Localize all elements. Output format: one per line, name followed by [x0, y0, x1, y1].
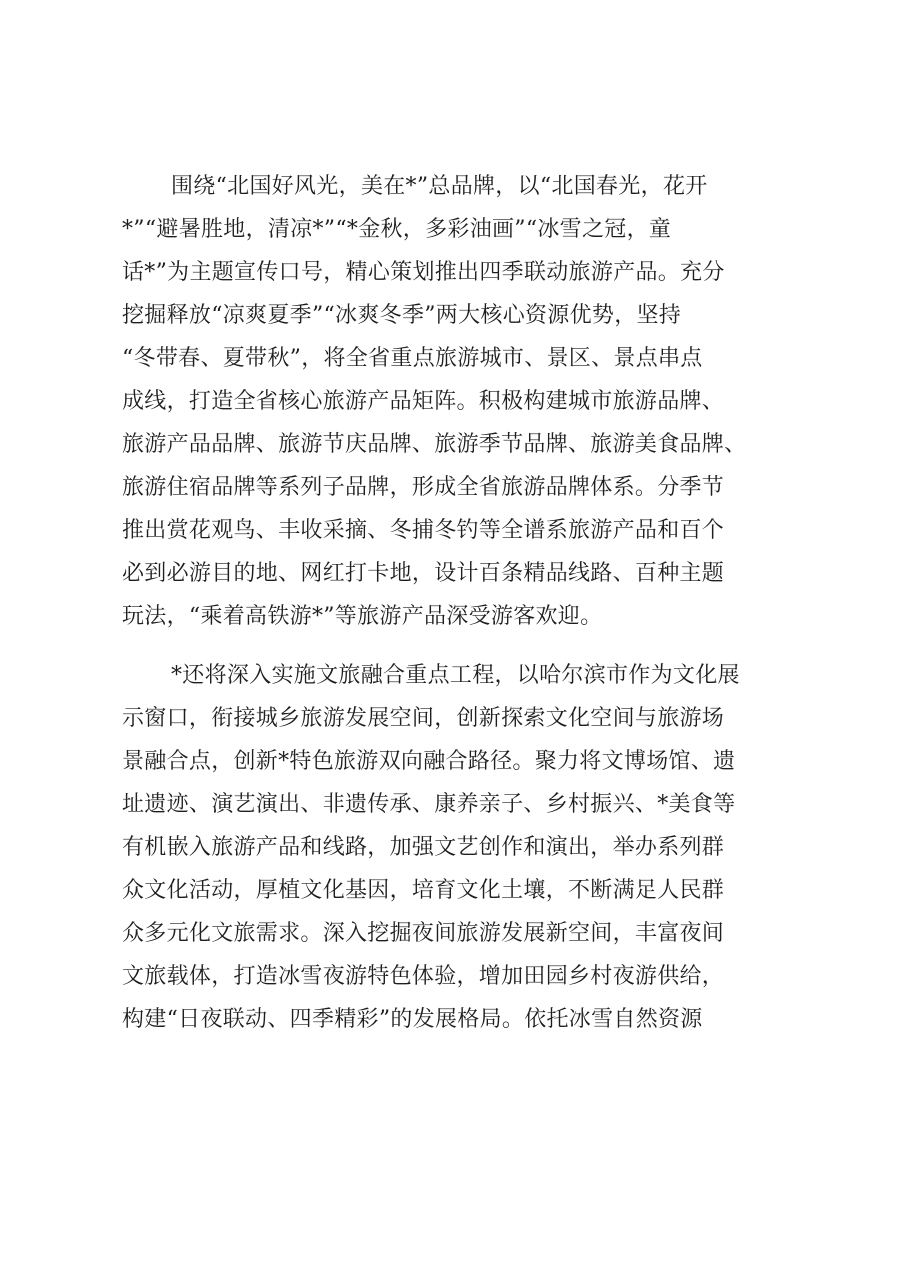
paragraph-line: 话*”为主题宣传口号，精心策划推出四季联动旅游产品。充分	[122, 260, 725, 285]
paragraph-line: 构建“日夜联动、四季精彩”的发展格局。依托冰雪自然资源	[122, 1007, 703, 1032]
paragraph-line: 示窗口，衔接城乡旅游发展空间，创新探索文化空间与旅游场	[122, 706, 725, 731]
paragraph-line: 众文化活动，厚植文化基因，培育文化土壤，不断满足人民群	[122, 878, 725, 903]
paragraph-line: 址遗迹、演艺演出、非遗传承、康养亲子、乡村振兴、*美食等	[122, 792, 736, 817]
paragraph-line: 必到必游目的地、网红打卡地，设计百条精品线路、百种主题	[122, 561, 725, 586]
paragraph-line: *还将深入实施文旅融合重点工程，以哈尔滨市作为文化展	[171, 663, 740, 688]
paragraph-line: 有机嵌入旅游产品和线路，加强文艺创作和演出，举办系列群	[122, 835, 725, 860]
paragraph-line: “冬带春、夏带秋”，将全省重点旅游城市、景区、景点串点	[122, 346, 703, 371]
paragraph-line: 文旅载体，打造冰雪夜游特色体验，增加田园乡村夜游供给，	[122, 964, 725, 989]
paragraph-line: 玩法，“乘着高铁游*”等旅游产品深受游客欢迎。	[122, 604, 603, 629]
paragraph-line: 推出赏花观鸟、丰收采摘、冬捕冬钓等全谱系旅游产品和百个	[122, 518, 725, 543]
paragraph-line: 成线，打造全省核心旅游产品矩阵。积极构建城市旅游品牌、	[122, 389, 725, 414]
paragraph-line: 旅游产品品牌、旅游节庆品牌、旅游季节品牌、旅游美食品牌、	[122, 432, 747, 457]
paragraph-line: *”“避暑胜地，清凉*”“*金秋，多彩油画”“冰雪之冠，童	[122, 217, 672, 242]
paragraph-line: 景融合点，创新*特色旅游双向融合路径。聚力将文博场馆、遗	[122, 749, 736, 774]
paragraph-line: 挖掘释放“凉爽夏季”“冰爽冬季”两大核心资源优势，坚持	[122, 303, 682, 328]
paragraph-line: 旅游住宿品牌等系列子品牌，形成全省旅游品牌体系。分季节	[122, 475, 725, 500]
paragraph-line: 众多元化文旅需求。深入挖掘夜间旅游发展新空间，丰富夜间	[122, 921, 725, 946]
paragraph-line: 围绕“北国好风光，美在*”总品牌，以“北国春光，花开	[171, 174, 708, 199]
